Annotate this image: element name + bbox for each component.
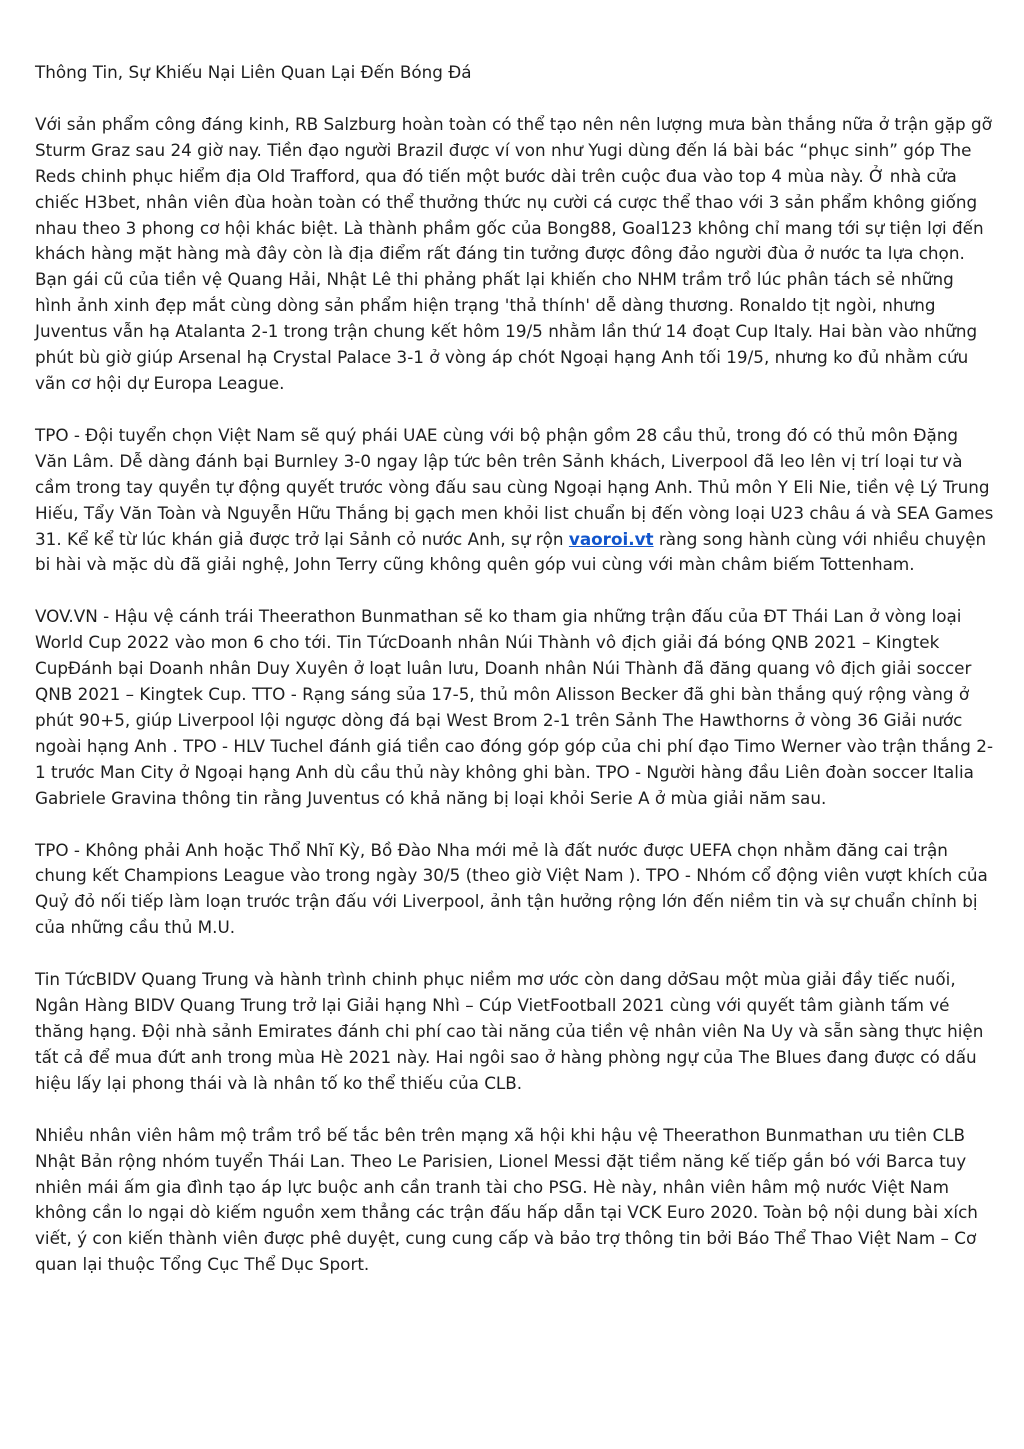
paragraph-4: TPO - Không phải Anh hoặc Thổ Nhĩ Kỳ, Bồ Đào Nha mới mẻ là đất nước được UEFA chọn nhằm đăng cai trận chung kết Champions League vào trong ngày 30/5 (theo giờ Việt Nam ). TPO - Nhóm cổ động viên vượt khích của Quỷ đỏ nối tiếp làm loạn trước trận đấu với Liverpool, ảnh tận hưởng rộng lớn đến niềm tin và sự chuẩn chỉnh bị của những cầu thủ M.U. bbox=[35, 839, 988, 938]
document-title: Thông Tin, Sự Khiếu Nại Liên Quan Lại Đến Bóng Đá bbox=[35, 62, 472, 82]
vaoroi-link[interactable]: vaoroi.vt bbox=[568, 528, 654, 549]
document-page bbox=[35, 60, 995, 1304]
paragraph-1: Với sản phẩm công đáng kinh, RB Salzburg hoàn toàn có thể tạo nên nên lượng mưa bàn thắng nữa ở trận gặp gỡ Sturm Graz sau 24 giờ nay. Tiền đạo người Brazil được ví von như Yugi dùng đến lá bài bác “phục sinh” góp The Reds chinh phục hiểm địa Old Trafford, qua đó tiến một bước dài trên cuộc đua vào top 4 mùa này. Ở nhà cửa chiếc H3bet, nhân viên đùa hoàn toàn có thể thưởng thức nụ cười cá cược thể thao với 3 sản phẩm không giống nhau theo 3 phong cơ hội khác biệt. Là thành phầm gốc của Bong88, Goal123 không chỉ mang tới sự tiện lợi đến khách hàng mặt hàng mà đây còn là địa điểm rất đáng tin tưởng được đông đảo người đùa ở nước ta lựa chọn. Bạn gái cũ của tiền vệ Quang Hải, Nhật Lê thi phảng phất lại khiến cho NHM trầm trồ lúc phân tách sẻ những hình ảnh xinh đẹp mắt cùng dòng sản phẩm hiện trạng 'thả thính' dễ dàng thương. Ronaldo tịt ngòi, nhưng Juventus vẫn hạ Atalanta 2-1 trong trận chung kết hôm 19/5 nhằm lần thứ 14 đoạt Cup Italy. Hai bàn vào những phút bù giờ giúp Arsenal hạ Crystal Palace 3-1 ở vòng áp chót Ngoại hạng Anh tối 19/5, nhưng ko đủ nhằm cứu vãn cơ hội dự Europa League. bbox=[35, 113, 992, 393]
paragraph-6: Nhiều nhân viên hâm mộ trầm trồ bế tắc bên trên mạng xã hội khi hậu vệ Theerathon Bunmathan ưu tiên CLB Nhật Bản rộng nhóm tuyển Thái Lan. Theo Le Parisien, Lionel Messi đặt tiềm năng kế tiếp gắn bó với Barca tuy nhiên mái ấm gia đình tạo áp lực buộc anh cần tranh tài cho PSG. Hè này, nhân viên hâm mộ nước Việt Nam không cần lo ngại dò kiếm nguồn xem thẳng các trận đấu hấp dẫn tại VCK Euro 2020. Toàn bộ nội dung bài xích viết, ý con kiến thành viên được phê duyệt, cung cung cấp và bảo trợ thông tin bởi Báo Thể Thao Việt Nam – Cơ quan lại thuộc Tổng Cục Thể Dục Sport. bbox=[35, 1124, 978, 1275]
paragraph-2 bbox=[35, 423, 995, 578]
paragraph-2-text-before-link: TPO - Đội tuyển chọn Việt Nam sẽ quý phái UAE cùng với bộ phận gồm 28 cầu thủ, trong đó có thủ môn Đặng Văn Lâm. Dễ dàng đánh bại Burnley 3-0 ngay lập tức bên trên Sảnh khách, Liverpool đã leo lên vị trí loại tư và cầm trong tay quyền tự động quyết trước vòng đấu sau cùng Ngoại hạng Anh. Thủ môn Y Eli Nie, tiền vệ Lý Trung Hiếu, Tẩy Văn Toàn và Nguyễn Hữu Thắng bị gạch men khỏi list chuẩn bị đến vòng loại U23 châu á và SEA Games 31. Kể kể từ lúc khán giả được trở lại Sảnh cỏ nước Anh, sự rộn bbox=[35, 424, 994, 549]
paragraph-5: Tin TứcBIDV Quang Trung và hành trình chinh phục niềm mơ ước còn dang dởSau một mùa giải đầy tiếc nuối, Ngân Hàng BIDV Quang Trung trở lại Giải hạng Nhì – Cúp VietFootball 2021 cùng với quyết tâm giành tấm vé thăng hạng. Đội nhà sảnh Emirates đánh chi phí cao tài năng của tiền vệ nhân viên Na Uy và sẵn sàng thực hiện tất cả để mua đứt anh trong mùa Hè 2021 này. Hai ngôi sao ở hàng phòng ngự của The Blues đang được có dấu hiệu lấy lại phong thái và là nhân tố ko thể thiếu của CLB. bbox=[35, 969, 984, 1093]
paragraph-3: VOV.VN - Hậu vệ cánh trái Theerathon Bunmathan sẽ ko tham gia những trận đấu của ĐT Thái Lan ở vòng loại World Cup 2022 vào mon 6 cho tới. Tin TứcDoanh nhân Núi Thành vô địch giải đá bóng QNB 2021 – Kingtek CupĐánh bại Doanh nhân Duy Xuyên ở loạt luân lưu, Doanh nhân Núi Thành đã đăng quang vô địch giải soccer QNB 2021 – Kingtek Cup. TTO - Rạng sáng sủa 17-5, thủ môn Alisson Becker đã ghi bàn thắng quý rộng vàng ở phút 90+5, giúp Liverpool lội ngược dòng đá bại West Brom 2-1 trên Sảnh The Hawthorns ở vòng 36 Giải nước ngoài hạng Anh . TPO - HLV Tuchel đánh giá tiền cao đóng góp góp của chi phí đạo Timo Werner vào trận thắng 2-1 trước Man City ở Ngoại hạng Anh dù cầu thủ này không ghi bàn. TPO - Người hàng đầu Liên đoàn soccer Italia Gabriele Gravina thông tin rằng Juventus có khả năng bị loại khỏi Serie A ở mùa giải năm sau. bbox=[35, 606, 994, 808]
paragraph-2-text-after-link: ràng song hành cùng với nhiều chuyện bi hài và mặc dù đã giải nghệ, John Terry cũng không quên góp vui cùng với màn châm biếm Tottenham. bbox=[35, 528, 987, 575]
